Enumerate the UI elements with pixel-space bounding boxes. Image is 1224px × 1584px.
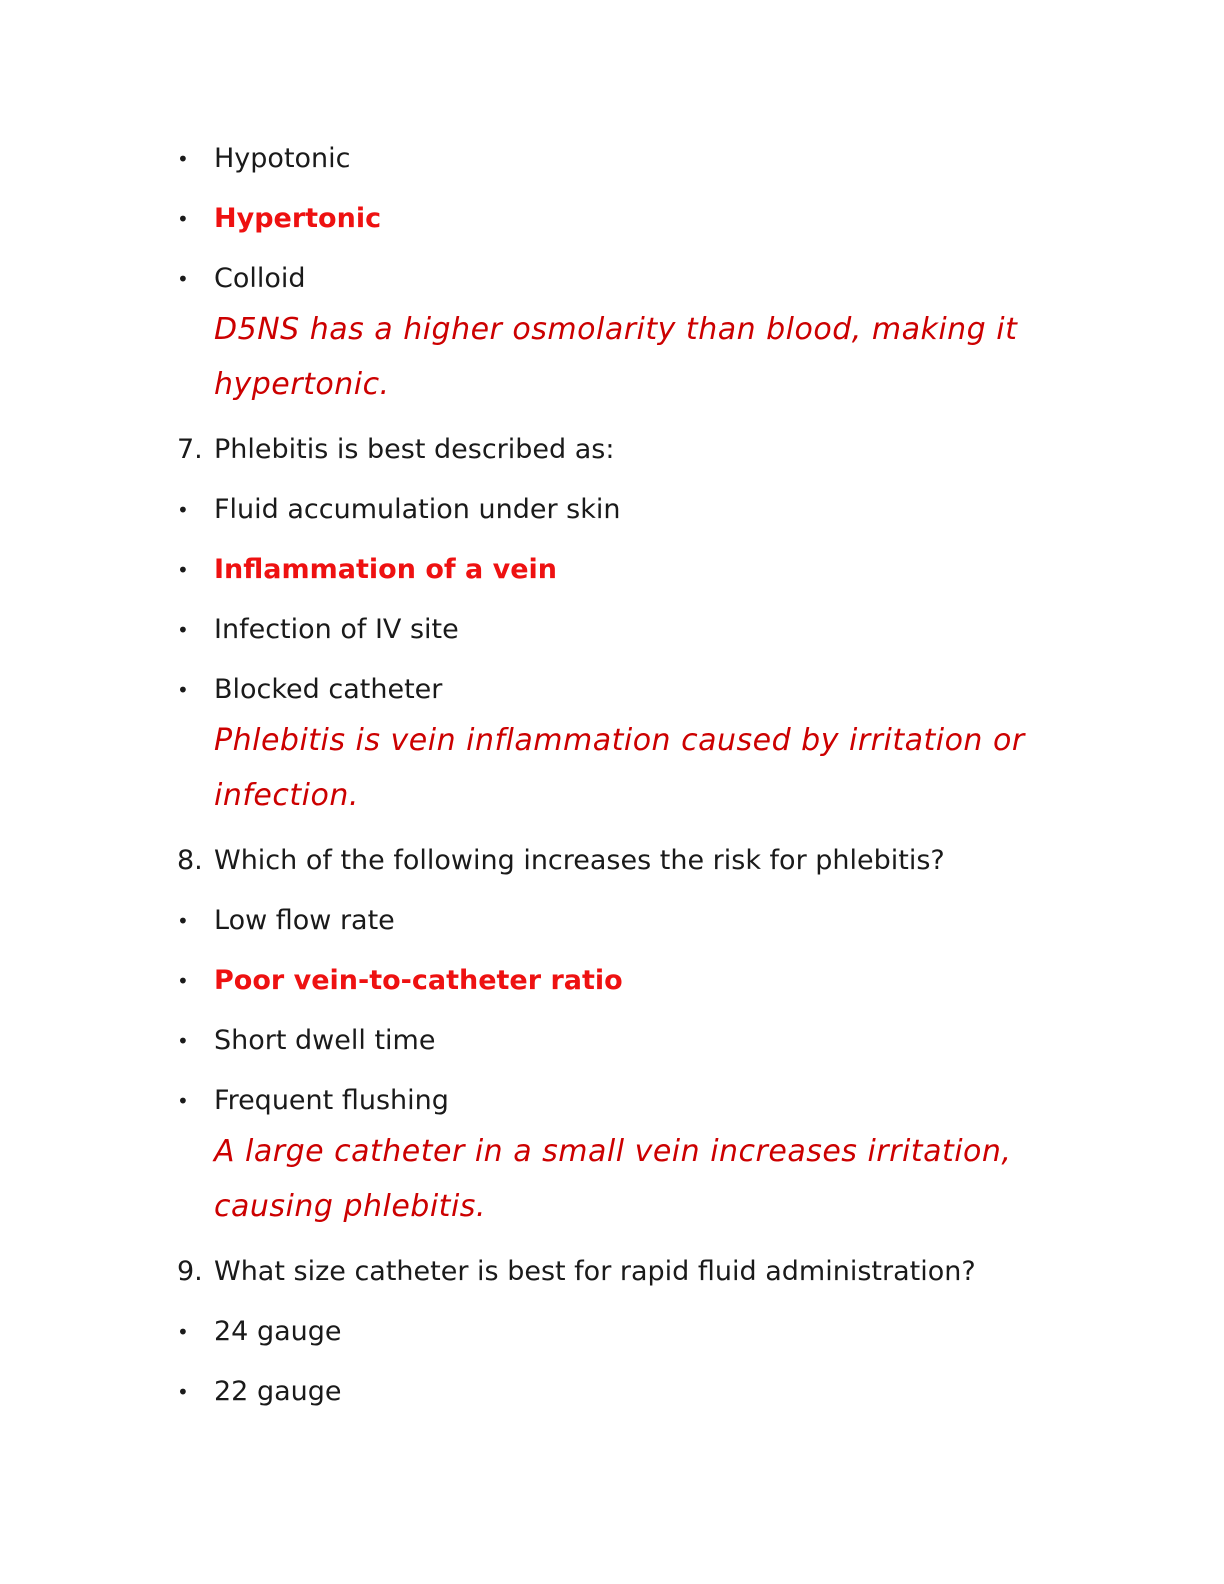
- correct-option-label: Poor vein-to-catheter ratio: [214, 965, 623, 996]
- explanation-line: infection.: [214, 778, 359, 813]
- explanation-line: A large catheter in a small vein increases irritation,: [214, 1134, 1012, 1169]
- option-label: Fluid accumulation under skin: [214, 494, 621, 525]
- explanation-line: Phlebitis is vein inflammation caused by irritation or: [214, 723, 1025, 758]
- bullet-icon: •: [177, 969, 189, 993]
- option-label: Hypotonic: [214, 143, 351, 174]
- bullet-icon: •: [177, 147, 189, 171]
- explanation-line: causing phlebitis.: [214, 1189, 486, 1224]
- bullet-icon: •: [177, 909, 189, 933]
- option-label: Infection of IV site: [214, 614, 459, 645]
- bullet-icon: •: [177, 678, 189, 702]
- question-number: 9.: [177, 1256, 203, 1287]
- correct-option-label: Hypertonic: [214, 203, 382, 234]
- bullet-icon: •: [177, 1089, 189, 1113]
- question-number: 7.: [177, 434, 203, 465]
- option-label: Low flow rate: [214, 905, 395, 936]
- explanation-line: D5NS has a higher osmolarity than blood, making it: [214, 312, 1018, 347]
- option-label: 22 gauge: [214, 1376, 342, 1407]
- bullet-icon: •: [177, 1380, 189, 1404]
- option-label: 24 gauge: [214, 1316, 342, 1347]
- option-label: Short dwell time: [214, 1025, 436, 1056]
- option-label: Blocked catheter: [214, 674, 443, 705]
- question-text: Which of the following increases the risk for phlebitis?: [214, 845, 945, 876]
- bullet-icon: •: [177, 1029, 189, 1053]
- bullet-icon: •: [177, 1320, 189, 1344]
- question-text: What size catheter is best for rapid fluid administration?: [214, 1256, 976, 1287]
- bullet-icon: •: [177, 498, 189, 522]
- bullet-icon: •: [177, 618, 189, 642]
- bullet-icon: •: [177, 207, 189, 231]
- option-label: Frequent flushing: [214, 1085, 449, 1116]
- correct-option-label: Inflammation of a vein: [214, 554, 558, 585]
- bullet-icon: •: [177, 558, 189, 582]
- option-label: Colloid: [214, 263, 306, 294]
- question-text: Phlebitis is best described as:: [214, 434, 615, 465]
- bullet-icon: •: [177, 267, 189, 291]
- question-number: 8.: [177, 845, 203, 876]
- explanation-line: hypertonic.: [214, 367, 390, 402]
